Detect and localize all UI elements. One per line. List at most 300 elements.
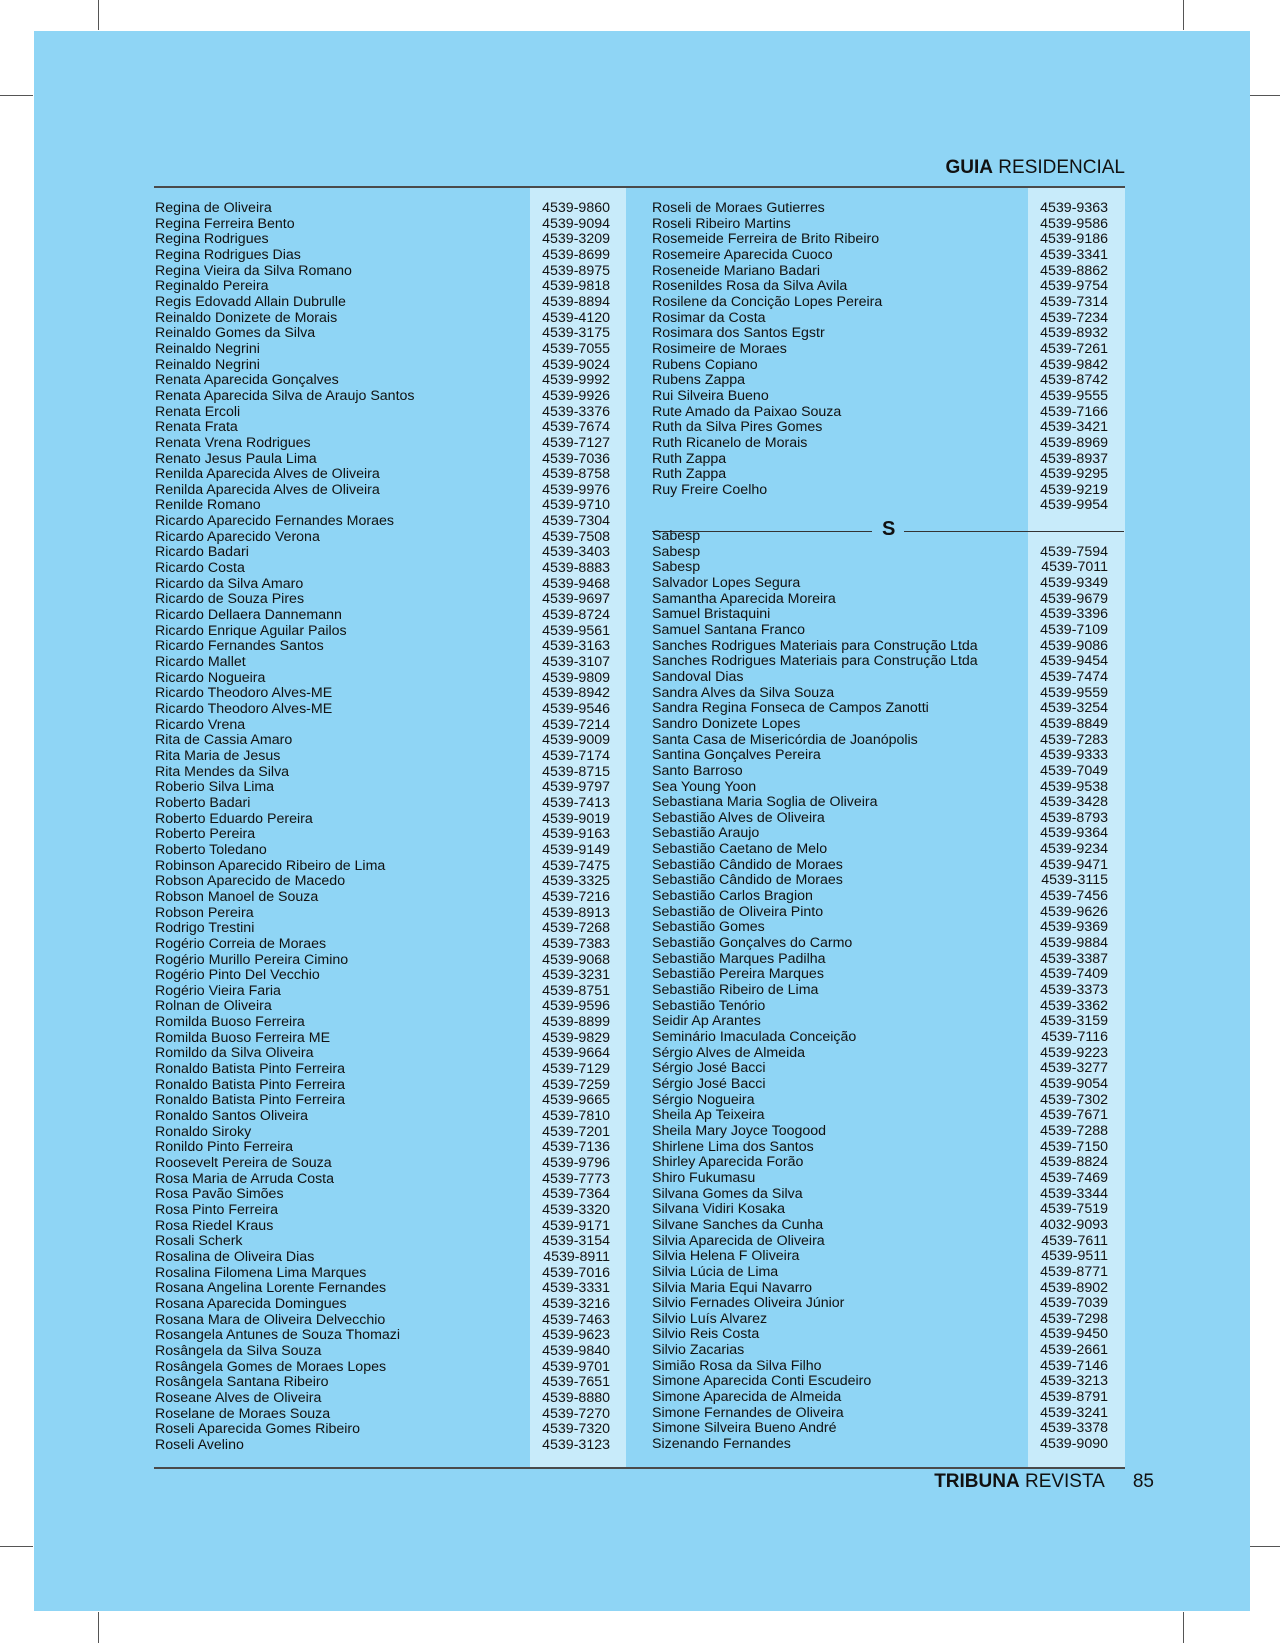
- listing-row: [155, 1031, 610, 1047]
- listing-name: Ricardo de Souza Pires: [155, 591, 305, 608]
- listing-row: [652, 1312, 1108, 1328]
- listing-phone: 4539-3216: [542, 1295, 610, 1312]
- listing-row: [155, 326, 610, 342]
- listing-phone: 4539-7594: [1040, 543, 1108, 560]
- listing-phone: 4539-9992: [542, 372, 610, 389]
- listing-row: [652, 842, 1108, 858]
- listing-phone: 4539-3421: [1040, 419, 1108, 436]
- listing-row: [652, 1093, 1108, 1109]
- listing-name: Samuel Santana Franco: [652, 621, 806, 638]
- listing-row: [652, 811, 1108, 827]
- listing-row: [652, 826, 1108, 842]
- listing-name: Ruth da Silva Pires Gomes: [652, 419, 823, 436]
- listing-row: [155, 1140, 610, 1156]
- listing-name: Ricardo Fernandes Santos: [155, 638, 324, 655]
- listing-row: [155, 1344, 610, 1360]
- listing-row: [652, 639, 1108, 655]
- listing-phone: 4539-7150: [1040, 1138, 1108, 1155]
- footer-rest: REVISTA: [1019, 1471, 1105, 1492]
- listing-row: [155, 1391, 610, 1407]
- listing-row: [652, 623, 1108, 639]
- listing-row: [652, 1046, 1108, 1062]
- listing-name: Rosangela Antunes de Souza Thomazi: [155, 1327, 401, 1344]
- listing-phone: 4539-3241: [1040, 1404, 1108, 1421]
- listing-phone: 4539-8942: [542, 685, 610, 702]
- listing-phone: 4539-9665: [542, 1092, 610, 1109]
- listing-name: Santa Casa de Misericórdia de Joanópolis: [652, 731, 918, 748]
- listing-row: [652, 1124, 1108, 1140]
- listing-name: Renato Jesus Paula Lima: [155, 450, 317, 467]
- listing-name: Sebastião Caetano de Melo: [652, 841, 828, 858]
- listing-phone: 4539-9009: [542, 732, 610, 749]
- listing-phone: 4539-9234: [1040, 841, 1108, 858]
- listing-name: Sebastião Tenório: [652, 997, 766, 1014]
- listing-row: [155, 358, 610, 374]
- listing-name: Rosana Angelina Lorente Fernandes: [155, 1280, 387, 1297]
- listing-name: Sebastião Cândido de Moraes: [652, 856, 843, 873]
- listing-name: Ricardo Badari: [155, 544, 249, 561]
- listing-phone: 4539-7259: [542, 1076, 610, 1093]
- listing-row: [155, 295, 610, 311]
- listing-row: [652, 1061, 1108, 1077]
- listing-name: Silvana Vidiri Kosaka: [652, 1201, 786, 1218]
- listing-name: Ricardo da Silva Amaro: [155, 575, 304, 592]
- listing-name: Rita Maria de Jesus: [155, 747, 281, 764]
- listing-row: [155, 452, 610, 468]
- listing-name: Roberto Badari: [155, 794, 251, 811]
- listing-row: [652, 1390, 1108, 1406]
- listing-phone: 4539-7011: [1041, 559, 1108, 576]
- listing-name: Silvana Gomes da Silva: [652, 1185, 803, 1202]
- listing-name: Regina Rodrigues: [155, 231, 269, 248]
- listing-row: [652, 279, 1108, 295]
- listing-name: Silvia Aparecida de Oliveira: [652, 1232, 825, 1249]
- listing-name: Silvio Luís Alvarez: [652, 1310, 768, 1327]
- listing-phone: 4539-7039: [1040, 1295, 1108, 1312]
- listing-name: Rosalina Filomena Lima Marques: [155, 1264, 367, 1281]
- listing-row: [652, 795, 1108, 811]
- listing-name: Ronaldo Siroky: [155, 1123, 252, 1140]
- listing-row: [155, 968, 610, 984]
- listing-row: [155, 718, 610, 734]
- listing-phone: 4539-8793: [1040, 809, 1108, 826]
- page-header: [154, 157, 1125, 179]
- listing-phone: 4539-3428: [1040, 794, 1108, 811]
- listing-row: [155, 405, 610, 421]
- listing-row: [155, 232, 610, 248]
- listing-row: [155, 1187, 610, 1203]
- listing-phone: 4539-7302: [1040, 1091, 1108, 1108]
- listing-name: Sebastião Alves de Oliveira: [652, 809, 825, 826]
- listing-phone: 4539-9860: [542, 200, 610, 216]
- crop-mark: [98, 0, 99, 30]
- listing-phone: 4539-9796: [542, 1155, 610, 1172]
- listing-phone: 4539-8758: [542, 466, 610, 483]
- listing-row: [652, 1140, 1108, 1156]
- listing-name: Simone Aparecida de Almeida: [652, 1389, 842, 1406]
- listing-phone: 4539-7146: [1040, 1357, 1108, 1374]
- listing-phone: 4539-7016: [542, 1264, 610, 1281]
- listing-row: [155, 1375, 610, 1391]
- listing-row: [155, 1360, 610, 1376]
- listing-phone: 4539-7474: [1040, 668, 1108, 685]
- listing-row: [652, 967, 1108, 983]
- listing-row: [652, 764, 1108, 780]
- listing-phone: 4539-3387: [1040, 950, 1108, 967]
- listing-name: Seminário Imaculada Conceição: [652, 1029, 857, 1045]
- listing-name: Ruy Freire Coelho: [652, 481, 768, 498]
- listing-phone: 4539-9090: [1040, 1436, 1108, 1453]
- listing-name: Sebastião Cândido de Moraes: [652, 872, 843, 889]
- listing-name: Rosângela Gomes de Moraes Lopes: [155, 1358, 387, 1375]
- listing-phone: 4539-9546: [542, 701, 610, 717]
- listing-phone: 4539-7127: [542, 434, 610, 451]
- listing-phone: 4539-7409: [1040, 966, 1108, 983]
- listing-phone: 4539-9450: [1040, 1326, 1108, 1343]
- listing-phone: 4539-9333: [1040, 747, 1108, 764]
- listing-phone: 4539-3331: [542, 1280, 610, 1297]
- listing-row: [652, 311, 1108, 327]
- listing-row: [155, 906, 610, 922]
- listing-phone: 4539-8894: [542, 293, 610, 310]
- listing-row: [155, 624, 610, 640]
- listing-name: Roseli Aparecida Gomes Ribeiro: [155, 1421, 361, 1438]
- listing-phone: 4539-7136: [542, 1139, 610, 1156]
- listing-phone: 4539-7671: [1040, 1107, 1108, 1124]
- listing-phone: 4539-9471: [1040, 856, 1108, 873]
- listing-phone: 4539-9511: [1041, 1248, 1108, 1265]
- listing-row: [652, 483, 1108, 499]
- listing-name: Ronaldo Batista Pinto Ferreira: [155, 1061, 346, 1078]
- listing-name: Rosângela da Silva Souza: [155, 1342, 322, 1359]
- listing-name: Ricardo Mallet: [155, 654, 246, 671]
- listing-phone: 4539-7214: [542, 716, 610, 733]
- listing-name: Sebastiana Maria Soglia de Oliveira: [652, 794, 878, 811]
- listing-name: Rosimara dos Santos Egstr: [652, 325, 825, 342]
- listing-phone: 4539-9223: [1040, 1044, 1108, 1061]
- listing-name: Simone Fernandes de Oliveira: [652, 1404, 844, 1421]
- listing-phone: 4539-9538: [1040, 778, 1108, 795]
- listing-row: [652, 1108, 1108, 1124]
- listing-phone: 4539-8902: [1040, 1279, 1108, 1296]
- listing-phone: 4539-3115: [1041, 872, 1108, 889]
- listing-name: Rosana Mara de Oliveira Delvecchio: [155, 1311, 386, 1328]
- listing-name: Ricardo Theodoro Alves-ME: [155, 685, 333, 702]
- listing-row: [652, 326, 1108, 342]
- listing-row: [155, 342, 610, 358]
- listing-row: [155, 1078, 610, 1094]
- listing-phone: 4539-9454: [1040, 653, 1108, 670]
- listing-phone: 4539-9623: [542, 1327, 610, 1344]
- listing-row: [652, 952, 1108, 968]
- listing-row: [155, 796, 610, 812]
- listing-phone: 4539-9054: [1040, 1075, 1108, 1092]
- listing-name: Ricardo Aparecido Verona: [155, 528, 320, 545]
- listing-row: [155, 1438, 610, 1454]
- listing-row: [155, 765, 610, 781]
- listing-row: [155, 1125, 610, 1141]
- listing-name: Rita Mendes da Silva: [155, 763, 290, 780]
- listing-row: [652, 232, 1108, 248]
- listing-phone: 4539-7283: [1040, 731, 1108, 748]
- header-rule: [154, 186, 1125, 188]
- listing-row: [652, 560, 1108, 576]
- listing-name: Ronaldo Batista Pinto Ferreira: [155, 1092, 346, 1109]
- listing-name: Robson Aparecido de Macedo: [155, 873, 346, 890]
- listing-name: Sebastião Carlos Bragion: [652, 888, 813, 905]
- listing-row: [155, 436, 610, 452]
- listing-row: [155, 953, 610, 969]
- listing-phone: 4539-7268: [542, 920, 610, 937]
- listing-name: Ronildo Pinto Ferreira: [155, 1139, 293, 1156]
- listing-phone: 4539-3107: [542, 654, 610, 671]
- listing-name: Samantha Aparecida Moreira: [652, 590, 836, 607]
- header-rest: RESIDENCIAL: [993, 157, 1125, 178]
- listing-name: Sandra Alves da Silva Souza: [652, 684, 835, 701]
- listing-row: [652, 264, 1108, 280]
- listing-name: Roosevelt Pereira de Souza: [155, 1155, 332, 1172]
- listing-phone: 4539-7116: [1041, 1029, 1108, 1045]
- listing-phone: 4539-2661: [1040, 1342, 1108, 1359]
- listing-phone: 4539-3231: [542, 967, 610, 984]
- listing-name: Rosa Pinto Ferreira: [155, 1202, 279, 1218]
- listing-name: Sebastião Araujo: [652, 825, 760, 842]
- listing-phone: 4539-7049: [1040, 762, 1108, 779]
- listing-row: [652, 873, 1108, 889]
- listing-row: [155, 201, 610, 217]
- listing-phone: 4539-3396: [1040, 606, 1108, 623]
- listing-row: [652, 717, 1108, 733]
- listing-row: [652, 1218, 1108, 1234]
- listing-phone: 4539-8913: [542, 904, 610, 921]
- listing-phone: 4539-7174: [542, 747, 610, 764]
- listing-name: Renata Aparecida Silva de Araujo Santos: [155, 387, 415, 404]
- listing-phone: 4539-7810: [542, 1108, 610, 1125]
- listing-row: [652, 529, 1108, 545]
- listing-row: [155, 733, 610, 749]
- listing-phone: 4539-9219: [1040, 481, 1108, 498]
- crop-mark: [0, 95, 33, 96]
- listing-name: Sandra Regina Fonseca de Campos Zanotti: [652, 700, 929, 717]
- listing-phone: 4539-3378: [1040, 1420, 1108, 1437]
- section-letter: S: [882, 518, 896, 540]
- footer-bold: TRIBUNA: [934, 1471, 1020, 1492]
- listing-phone: 4539-7519: [1040, 1201, 1108, 1218]
- listing-name: Silvia Helena F Oliveira: [652, 1248, 800, 1265]
- listing-name: Rita de Cassia Amaro: [155, 732, 293, 749]
- listing-phone: 4539-9754: [1040, 278, 1108, 295]
- listing-name: Rogério Correia de Moraes: [155, 935, 327, 952]
- listing-name: Roseane Alves de Oliveira: [155, 1389, 322, 1406]
- listing-phone: 4539-3254: [1040, 700, 1108, 717]
- listing-row: [155, 467, 610, 483]
- listing-phone: 4539-3325: [542, 873, 610, 890]
- listing-name: Rodrigo Trestini: [155, 920, 255, 937]
- listing-phone: 4539-8862: [1040, 262, 1108, 279]
- listing-phone: 4539-9697: [542, 591, 610, 608]
- listing-row: [155, 843, 610, 859]
- listing-row: [155, 483, 610, 499]
- listing-name: Renilde Romano: [155, 497, 261, 514]
- listing-name: Renata Aparecida Gonçalves: [155, 372, 339, 389]
- listing-phone: 4539-9842: [1040, 356, 1108, 373]
- listing-phone: 4539-7129: [542, 1061, 610, 1078]
- left-column: [155, 201, 610, 1454]
- listing-row: [652, 452, 1108, 468]
- listing-name: Sandoval Dias: [652, 668, 744, 685]
- listing-row: [652, 576, 1108, 592]
- listing-row: [155, 217, 610, 233]
- listing-phone: 4539-7611: [1041, 1232, 1108, 1249]
- listing-row: [652, 686, 1108, 702]
- listing-row: [652, 1155, 1108, 1171]
- listing-name: Renata Frata: [155, 419, 238, 436]
- listing-phone: 4539-9068: [542, 951, 610, 968]
- listing-phone: 4539-9840: [542, 1342, 610, 1359]
- listing-row: [652, 1359, 1108, 1375]
- listing-name: Rosenildes Rosa da Silva Avila: [652, 278, 848, 295]
- listing-name: Rogério Pinto Del Vecchio: [155, 967, 320, 984]
- listing-phone: 4539-7304: [542, 513, 610, 530]
- listing-phone: 4539-7314: [1040, 293, 1108, 310]
- listing-name: Ricardo Dellaera Dannemann: [155, 607, 342, 624]
- listing-row: [652, 905, 1108, 921]
- listing-row: [155, 1219, 610, 1235]
- page: [34, 31, 1250, 1611]
- listing-row: [652, 1296, 1108, 1312]
- listing-name: Sérgio Alves de Almeida: [652, 1044, 805, 1061]
- listing-name: Roseli Ribeiro Martins: [652, 215, 791, 232]
- listing-phone: 4539-8824: [1040, 1154, 1108, 1171]
- listing-phone: 4539-3362: [1040, 997, 1108, 1014]
- listing-name: Shirlene Lima dos Santos: [652, 1138, 814, 1155]
- listing-row: [652, 1234, 1108, 1250]
- listing-name: Rui Silveira Bueno: [652, 387, 769, 404]
- listing-row: [652, 201, 1108, 217]
- listing-phone: 4539-3320: [542, 1202, 610, 1218]
- listing-name: Ricardo Costa: [155, 560, 245, 577]
- crop-mark: [1183, 0, 1184, 30]
- listing-row: [652, 1014, 1108, 1030]
- listing-name: Renilda Aparecida Alves de Oliveira: [155, 481, 380, 498]
- listing-name: Ricardo Vrena: [155, 716, 246, 733]
- listing-phone: 4539-3159: [1040, 1013, 1108, 1030]
- listing-name: Simone Silveira Bueno André: [652, 1420, 837, 1437]
- listing-name: Rosemeire Aparecida Cuoco: [652, 246, 833, 263]
- listing-row: [155, 874, 610, 890]
- listing-name: Regina Ferreira Bento: [155, 215, 295, 232]
- listing-row: [155, 1281, 610, 1297]
- listing-phone: 4539-9186: [1040, 231, 1108, 248]
- listing-name: Rubens Zappa: [652, 372, 746, 389]
- listing-phone: 4539-3341: [1040, 246, 1108, 263]
- listing-row: [652, 1281, 1108, 1297]
- listing-row: [652, 1265, 1108, 1281]
- listing-name: Sea Young Yoon: [652, 778, 757, 795]
- listing-phone: 4539-7413: [542, 794, 610, 811]
- listing-name: Roberto Toledano: [155, 841, 267, 858]
- listing-row: [155, 1046, 610, 1062]
- listing-name: Romilda Buoso Ferreira: [155, 1014, 305, 1031]
- listing-phone: 4539-3344: [1040, 1185, 1108, 1202]
- listing-row: [155, 514, 610, 530]
- listing-phone: 4539-7463: [542, 1311, 610, 1328]
- listing-name: Rosemeide Ferreira de Brito Ribeiro: [652, 231, 880, 248]
- listing-name: Rubens Copiano: [652, 356, 758, 373]
- listing-row: [652, 1343, 1108, 1359]
- listing-phone: 4539-9363: [1040, 200, 1108, 216]
- listing-phone: 4539-9926: [542, 387, 610, 404]
- listing-phone: 4539-9664: [542, 1045, 610, 1062]
- listing-phone: 4539-7201: [542, 1123, 610, 1140]
- listing-name: Samuel Bristaquini: [652, 606, 771, 623]
- listing-phone: 4539-8849: [1040, 715, 1108, 732]
- listing-row: [652, 405, 1108, 421]
- listing-name: Rosilene da Concição Lopes Pereira: [652, 293, 883, 310]
- listing-row: [652, 1406, 1108, 1422]
- listing-phone: 4539-9295: [1040, 466, 1108, 483]
- listing-row: [155, 498, 610, 514]
- listing-name: Renata Vrena Rodrigues: [155, 434, 311, 451]
- listing-row: [155, 1109, 610, 1125]
- listing-row: [155, 1266, 610, 1282]
- listing-phone: 4539-8880: [542, 1389, 610, 1406]
- listing-phone: 4539-8791: [1040, 1389, 1108, 1406]
- listing-row: [155, 248, 610, 264]
- listing-phone: 4539-3277: [1040, 1060, 1108, 1077]
- listing-phone: 4539-9019: [542, 810, 610, 827]
- listing-row: [155, 592, 610, 608]
- listing-name: Sabesp: [652, 559, 701, 576]
- listing-row: [155, 1422, 610, 1438]
- listing-name: Reinaldo Donizete de Morais: [155, 309, 338, 326]
- right-column-top: [652, 201, 1108, 514]
- listing-row: [652, 1437, 1108, 1453]
- listing-phone: 4539-3154: [542, 1233, 610, 1250]
- listing-phone: 4539-9626: [1040, 903, 1108, 920]
- listing-name: Silvio Fernades Oliveira Júnior: [652, 1295, 845, 1312]
- listing-phone: 4539-9086: [1040, 637, 1108, 654]
- listing-name: Reginaldo Pereira: [155, 278, 269, 295]
- listing-phone: 4539-8932: [1040, 325, 1108, 342]
- listing-row: [652, 217, 1108, 233]
- listing-row: [652, 1327, 1108, 1343]
- listing-phone: 4539-9829: [542, 1029, 610, 1046]
- listing-row: [652, 920, 1108, 936]
- listing-phone: 4539-8975: [542, 262, 610, 279]
- listing-row: [155, 1250, 610, 1266]
- listing-phone: 4539-9559: [1040, 684, 1108, 701]
- listing-row: [155, 686, 610, 702]
- listing-name: Sebastião Pereira Marques: [652, 966, 824, 983]
- listing-name: Rosimar da Costa: [652, 309, 766, 326]
- listing-phone: 4539-8937: [1040, 450, 1108, 467]
- listing-phone: 4539-8751: [542, 982, 610, 999]
- listing-row: [155, 999, 610, 1015]
- listing-name: Regis Edovadd Allain Dubrulle: [155, 293, 346, 310]
- listing-name: Sérgio José Bacci: [652, 1075, 766, 1092]
- listing-name: Silvio Zacarias: [652, 1342, 745, 1359]
- listing-phone: 4539-9797: [542, 779, 610, 796]
- listing-name: Rosalina de Oliveira Dias: [155, 1248, 315, 1265]
- crop-mark: [98, 1612, 99, 1643]
- listing-name: Sabesp: [652, 528, 701, 544]
- listing-name: Silvio Reis Costa: [652, 1326, 760, 1343]
- listing-name: Sanches Rodrigues Materiais para Construção Ltda: [652, 637, 978, 654]
- listing-name: Rosa Maria de Arruda Costa: [155, 1170, 335, 1187]
- listing-row: [652, 1202, 1108, 1218]
- listing-phone: 4539-9561: [542, 622, 610, 639]
